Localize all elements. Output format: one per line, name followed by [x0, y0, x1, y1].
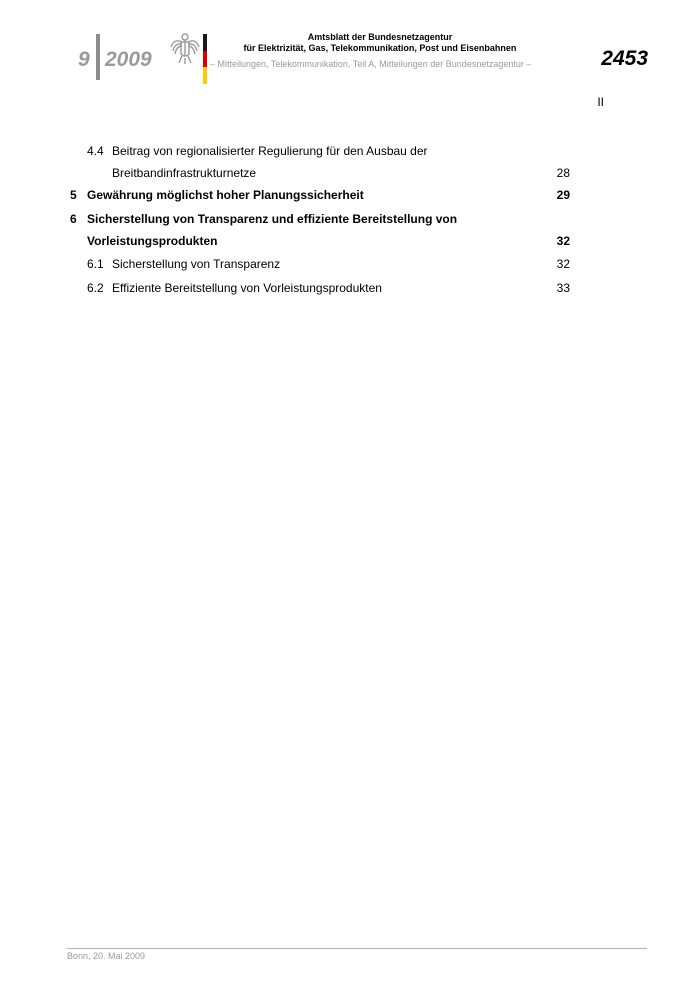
publication-subtitle: für Elektrizität, Gas, Telekommunikation, Post und Eisenbahnen: [243, 43, 517, 53]
footer-divider: [67, 948, 647, 949]
issue-year: 2009: [105, 48, 152, 71]
toc-entry-page: 32: [556, 234, 570, 248]
toc-entry-page: 29: [556, 188, 570, 202]
toc-entry-title: Gewährung möglichst hoher Planungssicherheit: [87, 188, 364, 202]
toc-entry-title: Sicherstellung von Transparenz: [112, 257, 281, 271]
toc-entry-page: 33: [556, 281, 570, 295]
toc-entry-page: 32: [556, 257, 570, 271]
toc-entry-number: 6.1: [87, 257, 104, 271]
footer-date: Bonn, 20. Mai 2009: [67, 951, 146, 961]
toc-entry-title: Effiziente Bereitstellung von Vorleistungsprodukten: [112, 281, 382, 295]
section-subtitle: – Mitteilungen, Telekommunikation, Teil A, Mitteilungen der Bundesnetzagentur –: [210, 59, 532, 69]
toc-entry-number: 5: [70, 188, 77, 202]
publication-title: Amtsblatt der Bundesnetzagentur: [307, 32, 453, 42]
toc-entry-number: 6.2: [87, 281, 104, 295]
toc-entry-title: Beitrag von regionalisierter Regulierung für den Ausbau der Breitbandinfrastrukturnetze: [112, 144, 428, 180]
flag-bar: [203, 34, 207, 84]
toc-entry-number: 4.4: [87, 144, 104, 158]
toc-entry-title: Sicherstellung von Transparenz und effiziente Bereitstellung von Vorleistungsprodukten: [87, 212, 458, 248]
roman-page-number: II: [597, 95, 604, 109]
federal-eagle-icon: [170, 30, 200, 66]
page-number: 2453: [601, 47, 648, 70]
toc-entry-number: 6: [70, 212, 77, 226]
issue-divider: [96, 34, 100, 80]
toc-entry-page: 28: [556, 166, 570, 180]
issue-number: 9: [78, 48, 90, 71]
